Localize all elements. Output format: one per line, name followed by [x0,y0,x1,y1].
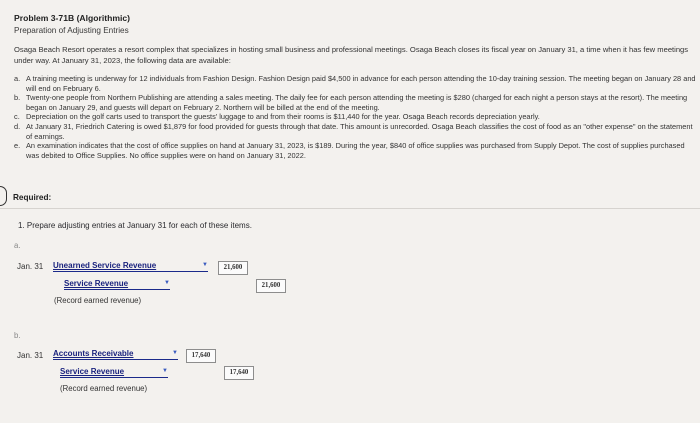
chevron-down-icon: ▼ [162,368,168,374]
data-items-list [14,74,699,160]
item-letter: b. [14,93,21,103]
item-text: An examination indicates that the cost of office supplies on hand at January 31, 2023, is $189. During the year, $840 of office supplies was purchased from Supply Depot. The cost of supplies purchased was debited to Office Supplies. No office supplies were on hand on January 31, 2022. [26,141,685,160]
required-bracket-decoration [0,186,7,206]
entry-a-debit-account: Unearned Service Revenue [53,261,157,270]
item-letter: d. [14,121,21,131]
entry-b-debit-account-select[interactable] [53,349,178,360]
entry-b-memo: (Record earned revenue) [60,384,148,393]
problem-intro: Osaga Beach Resort operates a resort complex that specializes in hosting small business and professional meetings. Osaga Beach closes its fiscal year on January 31, a time when it has few meetings under way. At January 31, 2023, the following data are available: [14,45,689,65]
entry-a-label: a. [14,241,21,250]
entry-b-credit-account-select[interactable] [60,367,168,378]
entry-b-debit-account: Accounts Receivable [53,349,134,358]
item-letter: c. [14,112,20,122]
problem-title: Problem 3-71B (Algorithmic) [14,13,131,23]
entry-a-credit-account: Service Revenue [64,279,129,288]
entry-b-debit-amount-input[interactable]: 17,640 [186,349,216,363]
entry-b-credit-account: Service Revenue [60,367,125,376]
chevron-down-icon: ▼ [164,280,170,286]
data-item-e [14,141,699,160]
item-letter: a. [14,74,21,83]
data-item-a [14,74,699,93]
required-heading: Required: [13,193,52,202]
entry-b-date: Jan. 31 [17,351,44,360]
entry-a-debit-account-select[interactable] [53,261,208,272]
item-text: Depreciation on the golf carts used to transport the guests' luggage to and from their rooms is $11,440 for the year. Osaga Beach records depreciation yearly. [26,112,540,122]
item-text: A training meeting is underway for 12 individuals from Fashion Design. Fashion Design paid $4,500 in advance for each person attending the 10-day training session. The meeting began on January 28 and will end on February 6. [26,74,696,93]
chevron-down-icon: ▼ [172,350,178,356]
data-item-b [14,93,699,112]
question-1: 1. Prepare adjusting entries at January 31 for each of these items. [18,221,252,230]
chevron-down-icon: ▼ [202,262,208,268]
entry-a-credit-amount-input[interactable]: 21,600 [256,279,286,293]
entry-a-date: Jan. 31 [17,262,44,271]
data-item-d [14,122,699,141]
item-letter: e. [14,141,21,151]
item-text: Twenty-one people from Northern Publishing are attending a sales meeting. The daily fee for each person attending the meeting is $280 (charged for each night a person stays at the resort). The meeting began on January 29, and guests will depart on February 2. Northern will be billed at the end of the meeting. [26,93,688,112]
entry-a-debit-amount-input[interactable]: 21,600 [218,261,248,275]
section-divider [0,208,700,209]
entry-b-credit-amount-input[interactable]: 17,640 [224,366,254,380]
item-text: At January 31, Friedrich Catering is owed $1,879 for food provided for guests through that date. This amount is unrecorded. Osaga Beach classifies the cost of food as an "other expense" on the statement of earnings. [26,121,693,141]
entry-a-credit-account-select[interactable] [64,279,170,290]
problem-subtitle: Preparation of Adjusting Entries [14,26,129,35]
data-item-c [14,112,699,122]
entry-b-label: b. [14,331,21,340]
entry-a-memo: (Record earned revenue) [54,296,142,305]
